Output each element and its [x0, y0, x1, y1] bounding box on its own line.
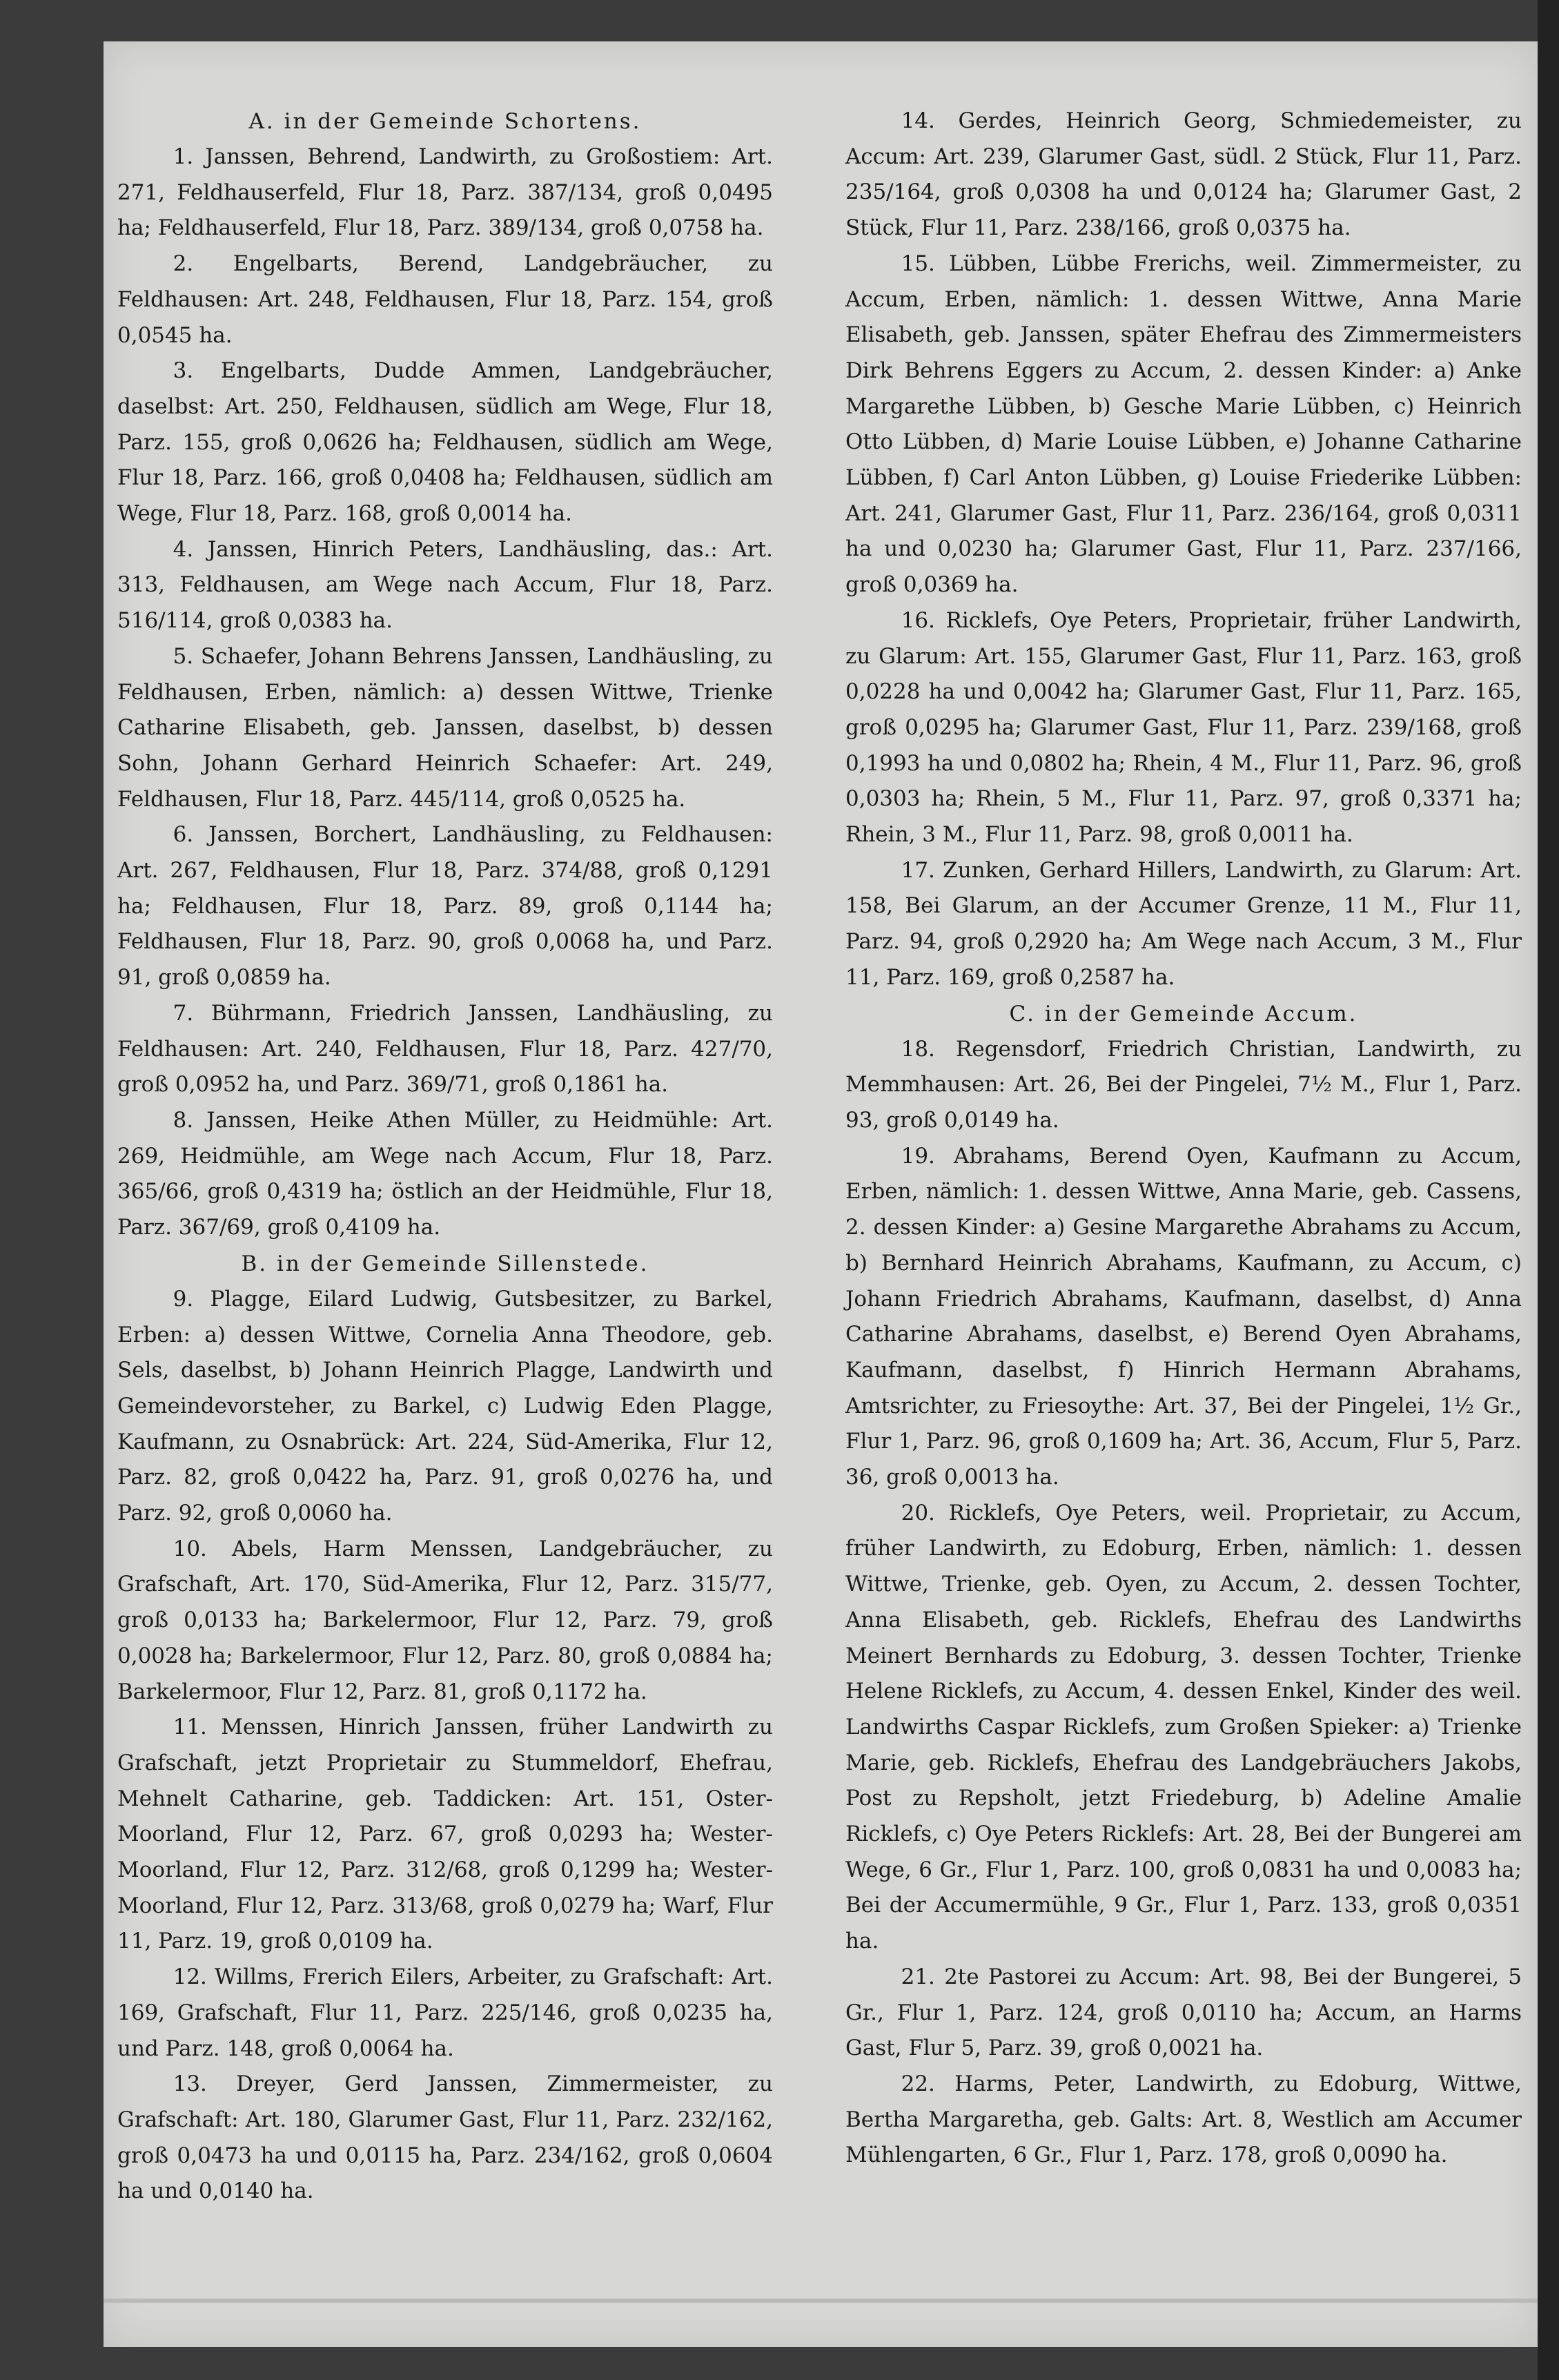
- entries-b-continued: [845, 104, 1522, 996]
- section-heading-a: A. in der Gemeinde Schortens.: [248, 109, 642, 134]
- register-entry: 20. Ricklefs, Oye Peters, weil. Proprietair, zu Accum, früher Landwirth, zu Edoburg, Erben, nämlich: 1. dessen Wittwe, Trienke, geb. Oyen, zu Accum, 2. dessen Tochter, Anna Elisabeth, geb. Ricklefs, Ehefrau des Landwirths Meinert Bernhards zu Edoburg, 3. dessen Tochter, Trienke Helene Ricklefs, zu Accum, 4. dessen Enkel, Kinder des weil. Landwirths Caspar Ricklefs, zum Großen Spieker: a) Trienke Marie, geb. Ricklefs, Ehefrau des Landgebräuchers Jakobs, Post zu Repsholt, jetzt Friedeburg, b) Adeline Amalie Ricklefs, c) Oye Peters Ricklefs: Art. 28, Bei der Bungerei am Wege, 6 Gr., Flur 1, Parz. 100, groß 0,0831 ha und 0,0083 ha; Bei der Accumermühle, 9 Gr., Flur 1, Parz. 133, groß 0,0351 ha.: [845, 1500, 1522, 1954]
- adjacent-page-edge: [1538, 0, 1559, 2380]
- register-entry: 13. Dreyer, Gerd Janssen, Zimmermeister, zu Grafschaft: Art. 180, Glarumer Gast, Flur 11, Parz. 232/162, groß 0,0473 ha und 0,0115 ha, Parz. 234/162, groß 0,0604 ha und 0,0140 ha.: [117, 2071, 773, 2204]
- register-entry: 1. Janssen, Behrend, Landwirth, zu Großostiem: Art. 271, Feldhauserfeld, Flur 18, Parz. 387/134, groß 0,0495 ha; Feldhauserfeld, Flur 18, Parz. 389/134, groß 0,0758 ha.: [117, 144, 773, 241]
- register-entry: 15. Lübben, Lübbe Frerichs, weil. Zimmermeister, zu Accum, Erben, nämlich: 1. dessen Wittwe, Anna Marie Elisabeth, geb. Janssen, später Ehefrau des Zimmermeisters Dirk Behrens Eggers zu Accum, 2. dessen Kinder: a) Anke Margarethe Lübben, b) Gesche Marie Lübben, c) Heinrich Otto Lübben, d) Marie Louise Lübben, e) Johanne Catharine Lübben, f) Carl Anton Lübben, g) Louise Friederike Lübben: Art. 241, Glarumer Gast, Flur 11, Parz. 236/164, groß 0,0311 ha und 0,0230 ha; Glarumer Gast, Flur 11, Parz. 237/166, groß 0,0369 ha.: [845, 251, 1522, 598]
- register-entry: 22. Harms, Peter, Landwirth, zu Edoburg, Wittwe, Bertha Margaretha, geb. Galts: Art. 8, Westlich am Accumer Mühlengarten, 6 Gr., Flur 1, Parz. 178, groß 0,0090 ha.: [845, 2071, 1522, 2168]
- register-entry: 9. Plagge, Eilard Ludwig, Gutsbesitzer, zu Barkel, Erben: a) dessen Wittwe, Cornelia Anna Theodore, geb. Sels, daselbst, b) Johann Heinrich Plagge, Landwirth und Gemeindevorsteher, zu Barkel, c) Ludwig Eden Plagge, Kaufmann, zu Osnabrück: Art. 224, Süd-Amerika, Flur 12, Parz. 82, groß 0,0422 ha, Parz. 91, groß 0,0276 ha, und Parz. 92, groß 0,0060 ha.: [117, 1286, 773, 1526]
- entries-a: [117, 139, 773, 1246]
- register-entry: 4. Janssen, Hinrich Peters, Landhäusling, das.: Art. 313, Feldhausen, am Wege nach Accum, Flur 18, Parz. 516/114, groß 0,0383 ha.: [117, 536, 773, 634]
- register-entry: 19. Abrahams, Berend Oyen, Kaufmann zu Accum, Erben, nämlich: 1. dessen Wittwe, Anna Marie, geb. Cassens, 2. dessen Kinder: a) Gesine Margarethe Abrahams zu Accum, b) Bernhard Heinrich Abrahams, Kaufmann, zu Accum, c) Johann Friedrich Abrahams, Kaufmann, daselbst, d) Anna Catharine Abrahams, daselbst, e) Berend Oyen Abrahams, Kaufmann, daselbst, f) Hinrich Hermann Abrahams, Amtsrichter, zu Friesoythe: Art. 37, Bei der Pingelei, 1½ Gr., Flur 1, Parz. 96, groß 0,1609 ha; Art. 36, Accum, Flur 5, Parz. 36, groß 0,0013 ha.: [845, 1143, 1522, 1490]
- register-entry: 21. 2te Pastorei zu Accum: Art. 98, Bei der Bungerei, 5 Gr., Flur 1, Parz. 124, groß 0,0110 ha; Accum, an Harms Gast, Flur 5, Parz. 39, groß 0,0021 ha.: [845, 1964, 1522, 2061]
- register-entry: 17. Zunken, Gerhard Hillers, Landwirth, zu Glarum: Art. 158, Bei Glarum, an der Accumer Grenze, 11 M., Flur 11, Parz. 94, groß 0,2920 ha; Am Wege nach Accum, 3 M., Flur 11, Parz. 169, groß 0,2587 ha.: [845, 857, 1522, 990]
- page-edge: [104, 2299, 1538, 2303]
- register-entry: 14. Gerdes, Heinrich Georg, Schmiedemeister, zu Accum: Art. 239, Glarumer Gast, südl. 2 Stück, Flur 11, Parz. 235/164, groß 0,0308 ha und 0,0124 ha; Glarumer Gast, 2 Stück, Flur 11, Parz. 238/166, groß 0,0375 ha.: [845, 108, 1522, 241]
- register-entry: 16. Ricklefs, Oye Peters, Proprietair, früher Landwirth, zu Glarum: Art. 155, Glarumer Gast, Flur 11, Parz. 163, groß 0,0228 ha und 0,0042 ha; Glarumer Gast, Flur 11, Parz. 165, groß 0,0295 ha; Glarumer Gast, Flur 11, Parz. 239/168, groß 0,1993 ha und 0,0802 ha; Rhein, 4 M., Flur 11, Parz. 96, groß 0,0303 ha; Rhein, 5 M., Flur 11, Parz. 97, groß 0,3371 ha; Rhein, 3 M., Flur 11, Parz. 98, groß 0,0011 ha.: [845, 607, 1522, 848]
- section-heading-b: B. in der Gemeinde Sillenstede.: [241, 1251, 649, 1276]
- register-entry: 12. Willms, Frerich Eilers, Arbeiter, zu Grafschaft: Art. 169, Grafschaft, Flur 11, Parz. 225/146, groß 0,0235 ha, und Parz. 148, groß 0,0064 ha.: [117, 1964, 773, 2061]
- register-entry: 11. Menssen, Hinrich Janssen, früher Landwirth zu Grafschaft, jetzt Proprietair zu Stummeldorf, Ehefrau, Mehnelt Catharine, geb. Taddicken: Art. 151, Oster-Moorland, Flur 12, Parz. 67, groß 0,0293 ha; Wester-Moorland, Flur 12, Parz. 312/68, groß 0,1299 ha; Wester-Moorland, Flur 12, Parz. 313/68, groß 0,0279 ha; Warf, Flur 11, Parz. 19, groß 0,0109 ha.: [117, 1715, 773, 1954]
- left-column: [117, 104, 773, 2210]
- entries-b: [117, 1282, 773, 2210]
- entries-c: [845, 1032, 1522, 2174]
- right-column: [845, 104, 1522, 2174]
- register-entry: 8. Janssen, Heike Athen Müller, zu Heidmühle: Art. 269, Heidmühle, am Wege nach Accum, Flur 18, Parz. 365/66, groß 0,4319 ha; östlich an der Heidmühle, Flur 18, Parz. 367/69, groß 0,4109 ha.: [117, 1107, 773, 1240]
- register-entry: 2. Engelbarts, Berend, Landgebräucher, zu Feldhausen: Art. 248, Feldhausen, Flur 18, Parz. 154, groß 0,0545 ha.: [117, 251, 773, 348]
- register-entry: 10. Abels, Harm Menssen, Landgebräucher, zu Grafschaft, Art. 170, Süd-Amerika, Flur 12, Parz. 315/77, groß 0,0133 ha; Barkelermoor, Flur 12, Parz. 79, groß 0,0028 ha; Barkelermoor, Flur 12, Parz. 80, groß 0,0884 ha; Barkelermoor, Flur 12, Parz. 81, groß 0,1172 ha.: [117, 1536, 773, 1704]
- register-entry: 3. Engelbarts, Dudde Ammen, Landgebräucher, daselbst: Art. 250, Feldhausen, südlich am Wege, Flur 18, Parz. 155, groß 0,0626 ha; Feldhausen, südlich am Wege, Flur 18, Parz. 166, groß 0,0408 ha; Feldhausen, südlich am Wege, Flur 18, Parz. 168, groß 0,0014 ha.: [117, 358, 773, 527]
- register-entry: 7. Bührmann, Friedrich Janssen, Landhäusling, zu Feldhausen: Art. 240, Feldhausen, Flur 18, Parz. 427/70, groß 0,0952 ha, und Parz. 369/71, groß 0,1861 ha.: [117, 1000, 773, 1098]
- section-heading-c: C. in der Gemeinde Accum.: [1009, 1001, 1358, 1026]
- register-entry: 18. Regensdorf, Friedrich Christian, Landwirth, zu Memmhausen: Art. 26, Bei der Pingelei, 7½ M., Flur 1, Parz. 93, groß 0,0149 ha.: [845, 1036, 1522, 1133]
- register-entry: 6. Janssen, Borchert, Landhäusling, zu Feldhausen: Art. 267, Feldhausen, Flur 18, Parz. 374/88, groß 0,1291 ha; Feldhausen, Flur 18, Parz. 89, groß 0,1144 ha; Feldhausen, Flur 18, Parz. 90, groß 0,0068 ha, und Parz. 91, groß 0,0859 ha.: [117, 822, 773, 991]
- register-entry: 5. Schaefer, Johann Behrens Janssen, Landhäusling, zu Feldhausen, Erben, nämlich: a) dessen Wittwe, Trienke Catharine Elisabeth, geb. Janssen, daselbst, b) dessen Sohn, Johann Gerhard Heinrich Schaefer: Art. 249, Feldhausen, Flur 18, Parz. 445/114, groß 0,0525 ha.: [117, 643, 773, 812]
